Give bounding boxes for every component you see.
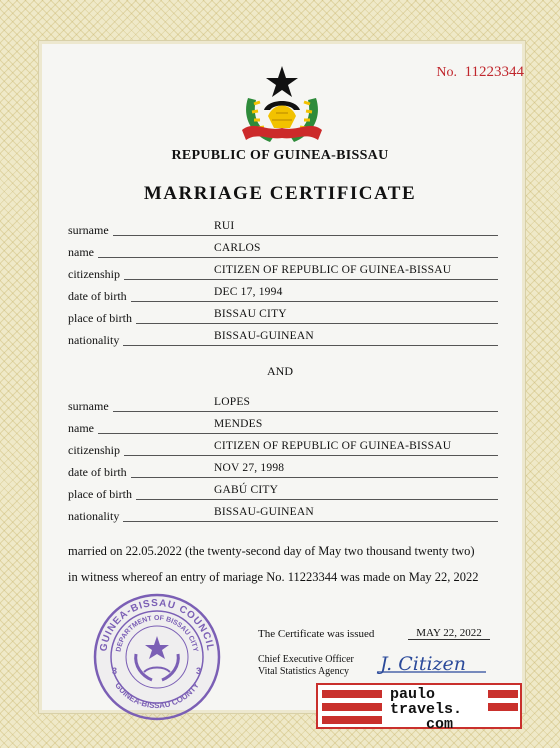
certificate-title: MARRIAGE CERTIFICATE (143, 183, 417, 204)
officer-line-1: Chief Executive Officer (258, 654, 354, 665)
field-label: place of birth (68, 487, 136, 502)
witness-statement: in witness whereof an entry of mariage No. 11223344 was made on May 22, 2022 (68, 570, 479, 584)
field-label: place of birth (68, 311, 136, 326)
field-value: MENDES (214, 418, 263, 430)
party1-dob-row (68, 286, 498, 304)
issuing-country: REPUBLIC OF GUINEA-BISSAU (171, 148, 389, 163)
party1-nationality-row (68, 330, 498, 348)
field-value: RUI (214, 220, 235, 232)
field-label: nationality (68, 333, 123, 348)
issued-date: MAY 22, 2022 (408, 627, 490, 640)
issued-label: The Certificate was issued (258, 628, 375, 640)
officer-line-2: Vital Statistics Agency (258, 666, 350, 677)
seal-number-right: 3 (196, 666, 202, 676)
party2-surname-row (68, 396, 498, 414)
field-label: name (68, 245, 98, 260)
field-value: LOPES (214, 396, 251, 408)
field-label: citizenship (68, 267, 124, 282)
party2-nationality-row (68, 506, 498, 524)
watermark-line-2: travels. (390, 701, 463, 718)
field-value: BISSAU-GUINEAN (214, 506, 314, 518)
party2-citizenship-row (68, 440, 498, 458)
seal-inner-text: DEPARTMENT OF BISSAU CITY (115, 614, 199, 653)
officer-title (258, 654, 354, 678)
signature (374, 644, 496, 682)
field-label: name (68, 421, 98, 436)
watermark-line-1: paulo (390, 686, 436, 703)
party1-name-row (68, 242, 498, 260)
party1-surname-row (68, 220, 498, 238)
serial-number (436, 64, 524, 81)
field-label: nationality (68, 509, 123, 524)
seal-bottom-text: GUINEA-BISSAU COUNTY (113, 680, 201, 711)
marriage-statement: married on 22.05.2022 (the twenty-second day of May two thousand twenty two) (68, 544, 475, 558)
field-label: date of birth (68, 289, 131, 304)
watermark-line-3: com (426, 716, 454, 733)
seal-number-left: 3 (112, 666, 118, 676)
serial-value: 11223344 (464, 64, 524, 80)
seal-top-text: GUINEA-BISSAU COUNCIL (98, 597, 216, 653)
field-value: DEC 17, 1994 (214, 286, 283, 298)
field-label: date of birth (68, 465, 131, 480)
national-emblem-icon (234, 58, 330, 150)
conjunction: AND (267, 364, 293, 378)
party2-name-row (68, 418, 498, 436)
watermark-logo (316, 683, 522, 733)
party2-dob-row (68, 462, 498, 480)
field-label: citizenship (68, 443, 124, 458)
signature-text: J. Citizen (380, 653, 467, 675)
watermark-text (390, 687, 462, 732)
field-value: GABÚ CITY (214, 484, 279, 496)
party1-citizenship-row (68, 264, 498, 282)
field-label: surname (68, 399, 113, 414)
field-value: BISSAU CITY (214, 308, 287, 320)
field-value: CITIZEN OF REPUBLIC OF GUINEA-BISSAU (214, 440, 452, 452)
field-value: CARLOS (214, 242, 261, 254)
serial-label: No. (436, 65, 458, 80)
field-value: NOV 27, 1998 (214, 462, 285, 474)
official-seal-stamp (92, 592, 222, 722)
field-value: BISSAU-GUINEAN (214, 330, 314, 342)
party2-pob-row (68, 484, 498, 502)
field-label: surname (68, 223, 113, 238)
party1-pob-row (68, 308, 498, 326)
field-value: CITIZEN OF REPUBLIC OF GUINEA-BISSAU (214, 264, 452, 276)
